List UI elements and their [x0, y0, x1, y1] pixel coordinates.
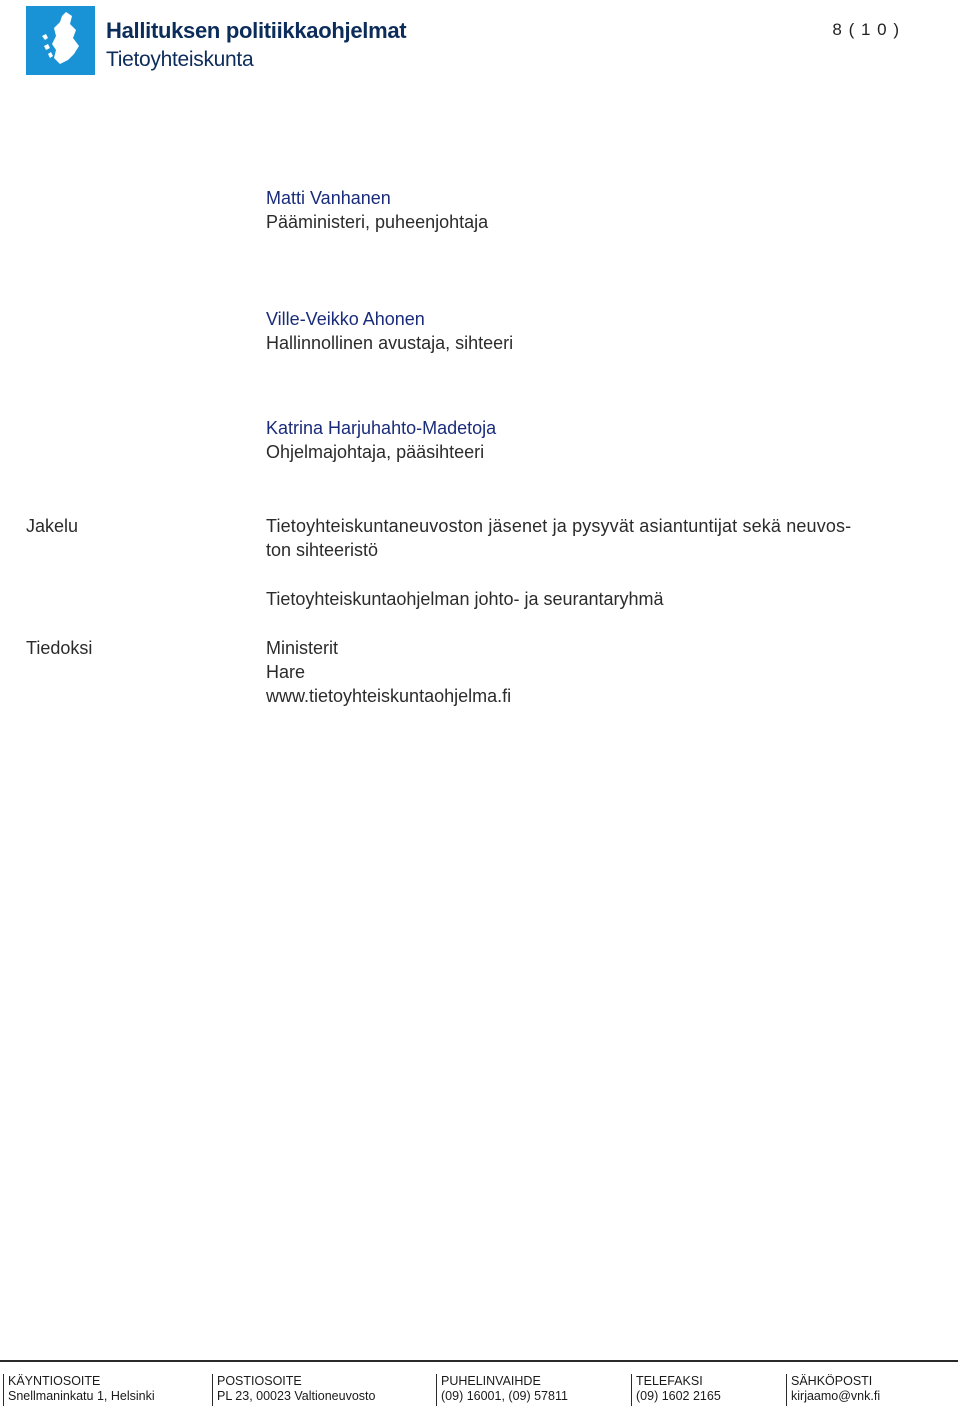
footer-fax	[631, 1374, 721, 1406]
footer-heading: POSTIOSOITE	[217, 1374, 302, 1388]
footer-value: (09) 1602 2165	[636, 1389, 721, 1403]
page-number: 8 ( 1 0 )	[832, 20, 900, 39]
logo-title: Hallituksen politiikkaohjelmat	[106, 18, 407, 43]
footer-heading: SÄHKÖPOSTI	[791, 1374, 873, 1388]
member-name: Katrina Harjuhahto-Madetoja	[266, 418, 497, 438]
tiedoksi-link[interactable]: www.tietoyhteiskuntaohjelma.fi	[266, 686, 512, 706]
member-name: Ville-Veikko Ahonen	[266, 309, 425, 329]
footer	[0, 1360, 958, 1403]
footer-heading: TELEFAKSI	[636, 1374, 703, 1388]
logo	[26, 6, 407, 76]
jakelu-text-line1: Tietoyhteiskuntaneuvoston jäsenet ja pysyvät asiantuntijat sekä neuvos-	[266, 516, 852, 536]
footer-email	[786, 1374, 880, 1406]
logo-subtitle: Tietoyhteiskunta	[106, 48, 254, 71]
footer-switchboard	[436, 1374, 568, 1406]
member-role: Ohjelmajohtaja, pääsihteeri	[266, 442, 485, 462]
footer-heading: KÄYNTIOSOITE	[8, 1374, 101, 1388]
tiedoksi-item: Hare	[266, 662, 306, 682]
footer-email-value[interactable]: kirjaamo@vnk.fi	[791, 1389, 881, 1403]
jakelu-text-line2: ton sihteeristö	[266, 540, 379, 560]
jakelu-label: Jakelu	[26, 516, 79, 536]
finland-map-icon	[26, 6, 95, 75]
member-role: Hallinnollinen avustaja, sihteeri	[266, 333, 514, 353]
footer-heading: PUHELINVAIHDE	[441, 1374, 541, 1388]
member-name: Matti Vanhanen	[266, 188, 391, 208]
tiedoksi-label: Tiedoksi	[26, 638, 93, 658]
footer-value: (09) 16001, (09) 57811	[441, 1389, 568, 1403]
jakelu-text-line3: Tietoyhteiskuntaohjelman johto- ja seurantaryhmä	[266, 589, 664, 609]
tiedoksi-item: Ministerit	[266, 638, 339, 658]
footer-visiting-address	[3, 1374, 155, 1406]
footer-postal-address	[212, 1374, 375, 1406]
member-role: Pääministeri, puheenjohtaja	[266, 212, 489, 232]
footer-value: Snellmaninkatu 1, Helsinki	[8, 1389, 155, 1403]
footer-value: PL 23, 00023 Valtioneuvosto	[217, 1389, 376, 1403]
